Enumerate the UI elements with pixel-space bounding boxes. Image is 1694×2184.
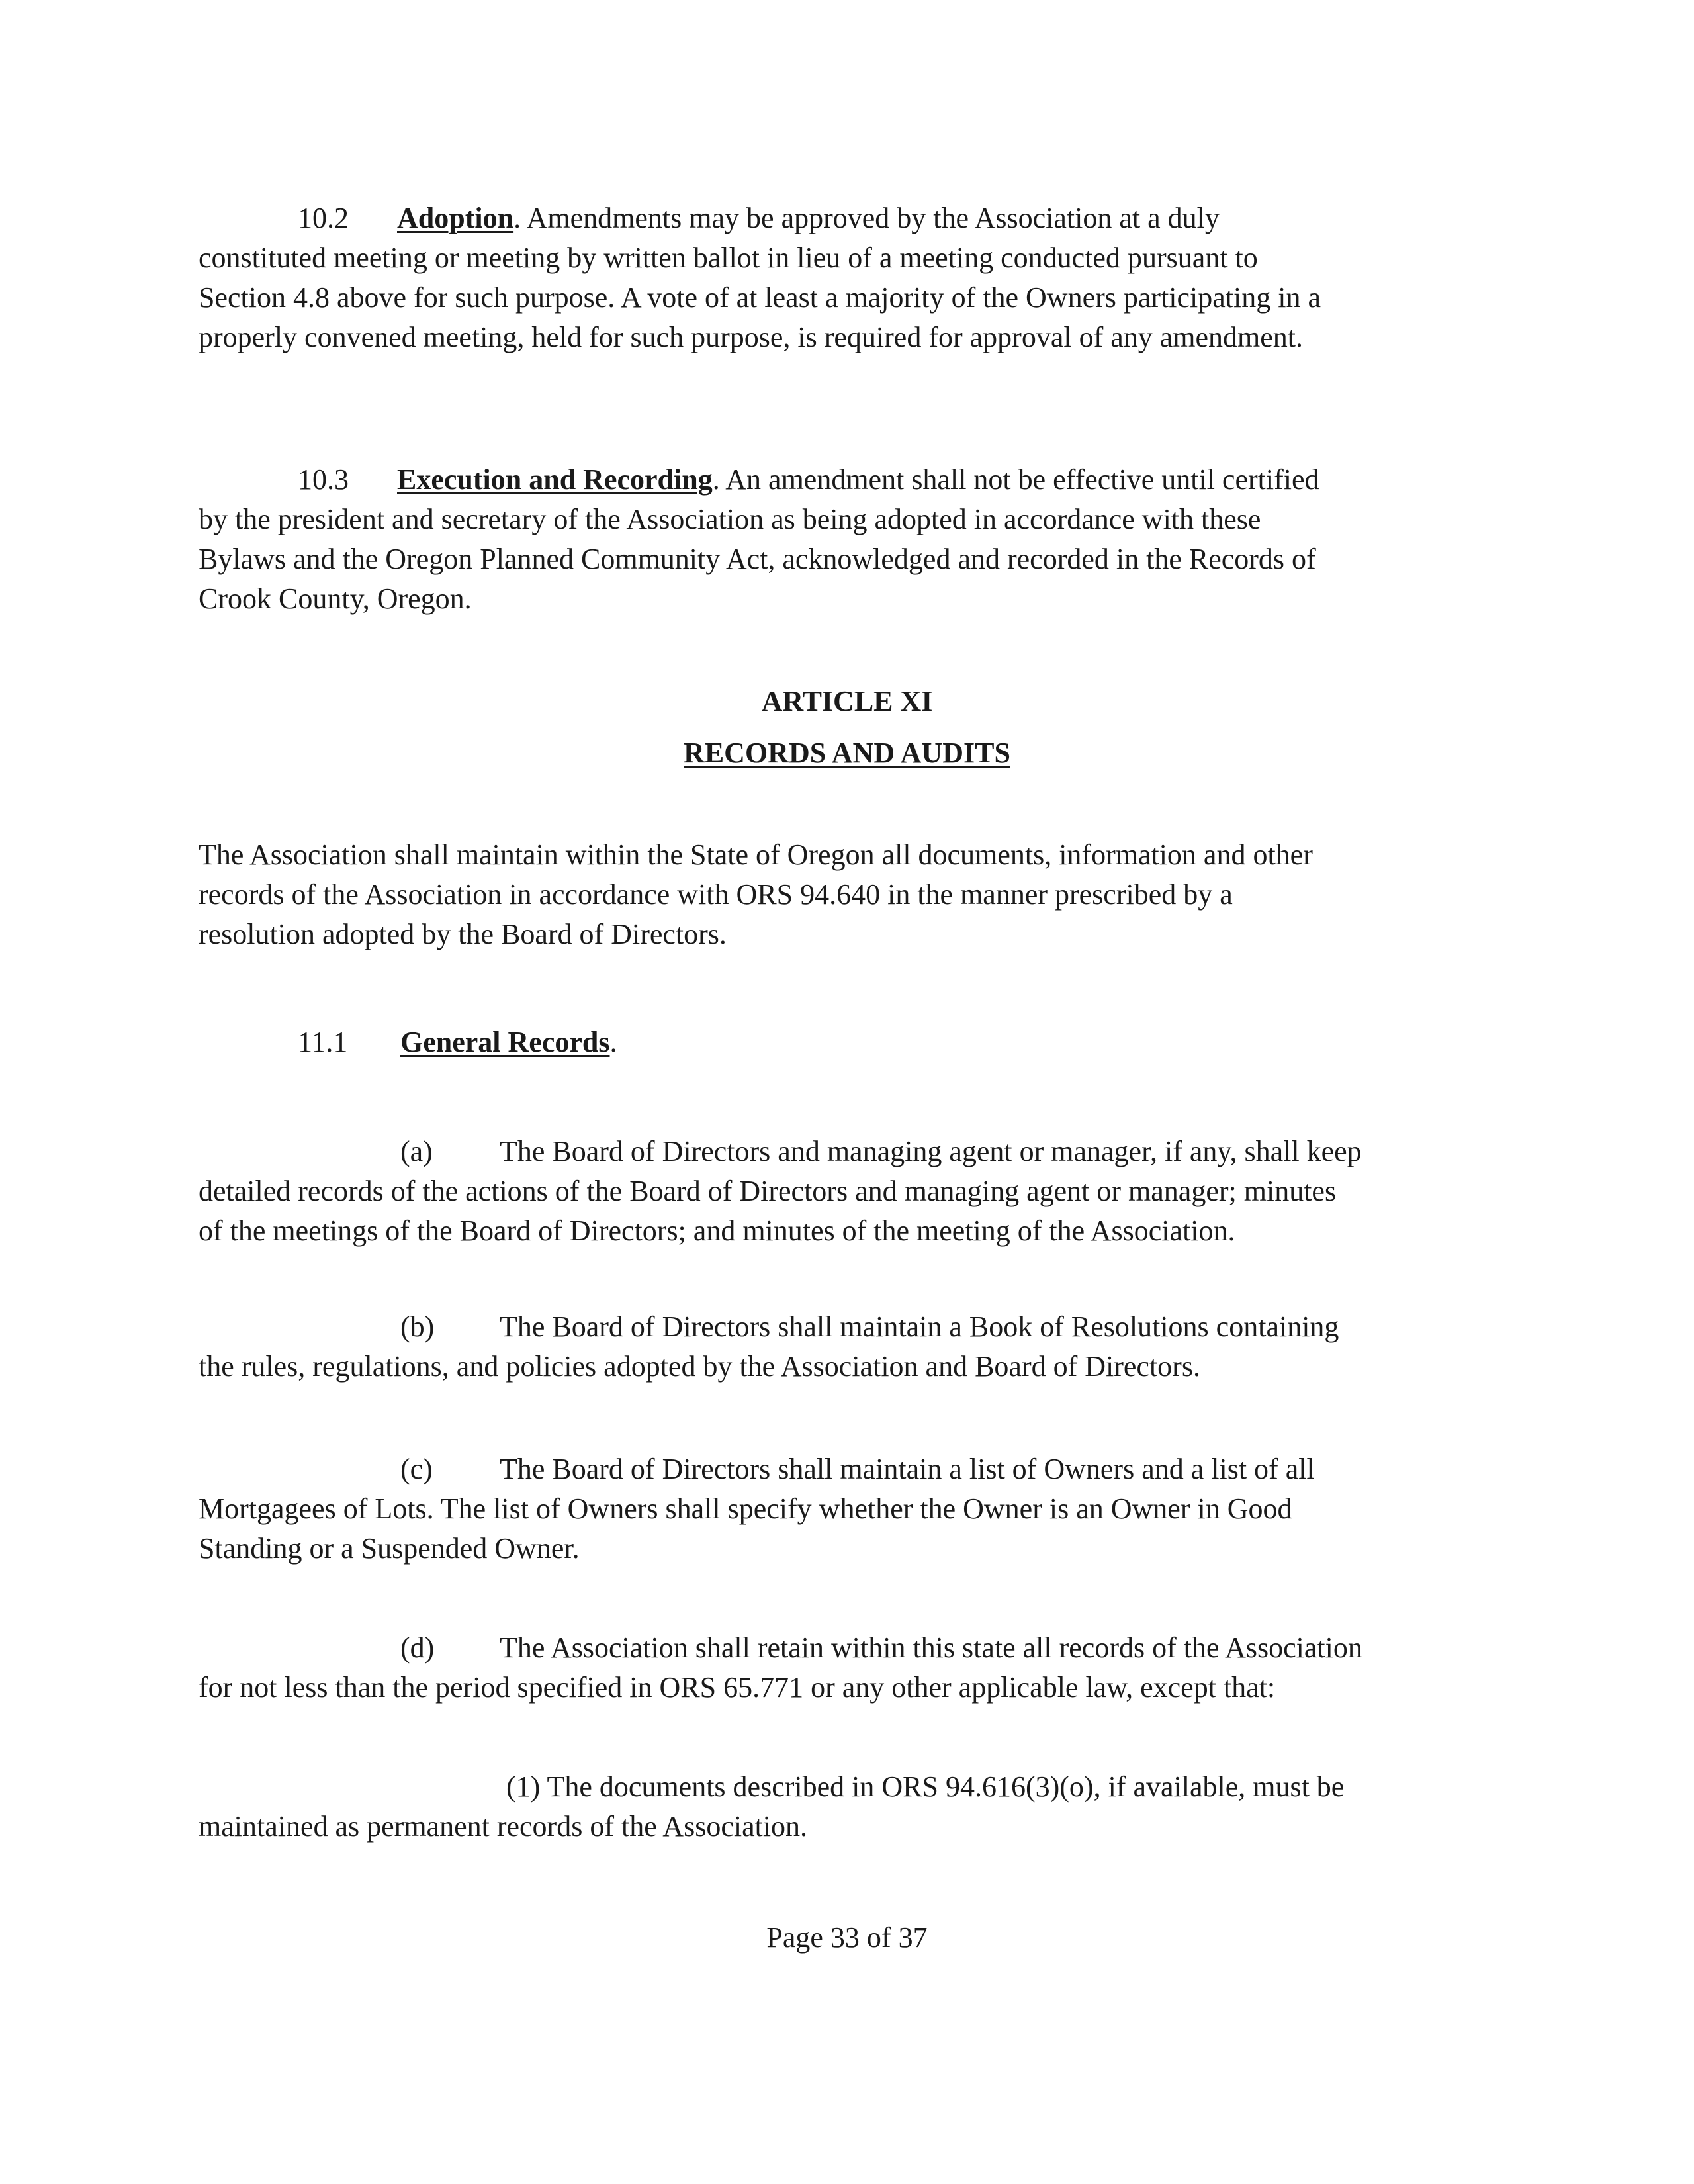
section-10-3-line-2: by the president and secretary of the Association as being adopted in accordance with these	[199, 503, 1261, 535]
section-10-2-line-3: Section 4.8 above for such purpose. A vote of at least a majority of the Owners participating in a	[199, 281, 1321, 314]
paragraph-c-line-3: Standing or a Suspended Owner.	[199, 1532, 580, 1565]
paragraph-a-line-1: (a) The Board of Directors and managing agent or manager, if any, shall keep	[199, 1132, 1509, 1171]
article-intro	[199, 835, 1509, 954]
intro-line-2: records of the Association in accordance with ORS 94.640 in the manner prescribed by a	[199, 878, 1233, 911]
section-10-3-line-1: 10.3 Execution and Recording. An amendment shall not be effective until certified	[199, 460, 1509, 500]
section-10-2-line-2: constituted meeting or meeting by written ballot in lieu of a meeting conducted pursuant to	[199, 242, 1258, 274]
paragraph-d-line-1: (d) The Association shall retain within this state all records of the Association	[199, 1628, 1509, 1668]
paragraph-label: (c)	[400, 1453, 433, 1485]
intro-line-1: The Association shall maintain within the State of Oregon all documents, information and other	[199, 839, 1313, 871]
section-heading: Execution and Recording	[397, 463, 713, 496]
page-number: Page 33 of 37	[766, 1921, 928, 1954]
section-10-2-line-1: 10.2 Adoption. Amendments may be approved by the Association at a duly	[199, 199, 1509, 238]
section-10-2-line-4: properly convened meeting, held for such purpose, is required for approval of any amendment.	[199, 321, 1304, 353]
paragraph-b-line-1: (b) The Board of Directors shall maintain a Book of Resolutions containing	[199, 1307, 1509, 1347]
paragraph-label: (b)	[400, 1310, 435, 1343]
paragraph-d-1-line-2: maintained as permanent records of the Association.	[199, 1810, 808, 1843]
section-10-3	[199, 460, 1509, 619]
section-10-3-line-3: Bylaws and the Oregon Planned Community Act, acknowledged and recorded in the Records of	[199, 543, 1316, 575]
section-heading: Adoption	[397, 202, 514, 234]
intro-line-3: resolution adopted by the Board of Directors.	[199, 918, 727, 950]
section-10-2	[199, 199, 1509, 357]
paragraph-d	[199, 1628, 1509, 1707]
section-10-3-line-4: Crook County, Oregon.	[199, 582, 472, 615]
paragraph-a-line-2: detailed records of the actions of the Board of Directors and managing agent or manager; minutes	[199, 1175, 1337, 1207]
paragraph-d-line-2: for not less than the period specified in ORS 65.771 or any other applicable law, except that:	[199, 1671, 1276, 1704]
paragraph-c-line-2: Mortgagees of Lots. The list of Owners shall specify whether the Owner is an Owner in Good	[199, 1492, 1292, 1525]
paragraph-b-line-2: the rules, regulations, and policies adopted by the Association and Board of Directors.	[199, 1350, 1200, 1383]
article-subtitle: RECORDS AND AUDITS	[684, 737, 1010, 769]
paragraph-b	[199, 1307, 1509, 1387]
paragraph-d-1	[199, 1767, 1509, 1846]
paragraph-a	[199, 1132, 1509, 1251]
paragraph-c	[199, 1449, 1509, 1569]
section-11-1	[199, 1023, 1509, 1062]
paragraph-label: (a)	[400, 1135, 433, 1167]
paragraph-d-1-line-1: (1) The documents described in ORS 94.616(3)(o), if available, must be	[506, 1770, 1345, 1803]
section-number: 10.2	[298, 202, 349, 234]
article-title: ARTICLE XI	[761, 685, 933, 717]
paragraph-a-line-3: of the meetings of the Board of Directors; and minutes of the meeting of the Association.	[199, 1214, 1235, 1247]
section-11-1-heading-line: 11.1 General Records.	[199, 1023, 1509, 1062]
section-heading: General Records	[400, 1026, 610, 1058]
section-number: 11.1	[298, 1026, 348, 1058]
paragraph-c-line-1: (c) The Board of Directors shall maintain a list of Owners and a list of all	[199, 1449, 1509, 1489]
paragraph-label: (d)	[400, 1631, 435, 1664]
section-number: 10.3	[298, 463, 349, 496]
